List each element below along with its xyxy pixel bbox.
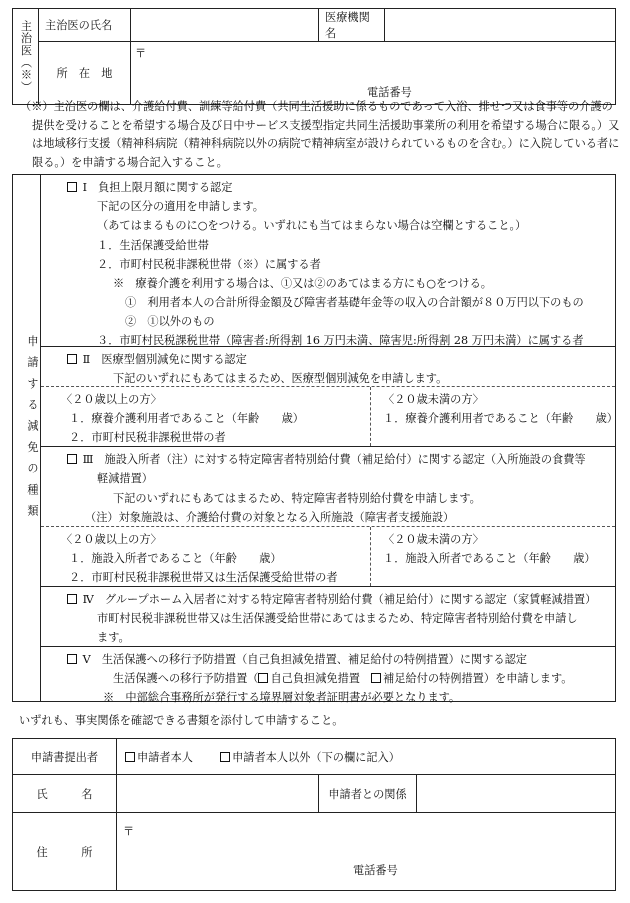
section-5 [41, 647, 615, 704]
attachment-notice: いずれも、事実関係を確認できる書類を添付して申請すること。 [19, 714, 344, 727]
section-4-title: Ⅳ グループホーム入居者に対する特定障害者特別給付費（補足給付）に関する認定（家賃軽減措置） [82, 593, 597, 606]
section-1-line1: 下記の区分の適用を申請します。 [97, 200, 264, 213]
section-5-title: Ⅴ 生活保護への移行予防措置（自己負担減免措置、補足給付の特例措置）に関する認定 [82, 653, 527, 666]
submitter-other-checkbox[interactable] [220, 752, 230, 762]
doctor-note: （※）主治医の欄は、介護給付費、訓練等給付費（共同生活援助に係るものであって入浴、排せつ又は食事等の介護の提供を受けることを希望する場合及び日中サービス支援型指定共同生活援助事業所の利用を希望する場合に限る。）又は地域移行支援（精神科病院（精神科病院以外の病院で精神病室が設けられているものを含む。）に入院している者に限る。）を申請する場合記入すること。 [20, 100, 620, 169]
section-2-under-item1[interactable]: １．療養介護利用者であること（年齢 歳） [383, 412, 618, 425]
section-5-checkbox[interactable] [67, 654, 77, 664]
section-4-title-row[interactable] [67, 591, 596, 607]
supplement-checkbox[interactable] [371, 673, 381, 683]
section-1-line2: （あてはまるものに○をつける。いずれにも当てはまらない場合は空欄とすること。） [97, 219, 527, 232]
self-pay-label: 自己負担減免措置 [270, 672, 372, 685]
section-1-title-row[interactable] [67, 179, 232, 195]
section-1-checkbox[interactable] [67, 182, 77, 192]
section-2-age-box [41, 387, 618, 447]
submitter-self-checkbox[interactable] [125, 752, 135, 762]
doctor-phone-label: 電話番号 [367, 86, 412, 99]
relation-label: 申請者との関係 [319, 775, 417, 813]
submitter-phone-label: 電話番号 [353, 864, 398, 877]
section-2-title: Ⅱ 医療型個別減免に関する認定 [82, 353, 247, 366]
doctor-side-label: 主治医（※） [13, 9, 39, 105]
section-2-title-row[interactable] [67, 351, 247, 367]
institution-field[interactable] [385, 9, 616, 42]
section-4 [41, 587, 615, 647]
reduction-side-label: 申請する減免の種類 [26, 335, 39, 526]
section-3 [41, 447, 615, 527]
section-3-under-item1[interactable]: １．施設入所者であること（年齢 歳） [383, 552, 596, 565]
submitter-address-label: 住 所 [13, 813, 117, 891]
section-5-line2: ※ 中部総合事務所が発行する境界層対象者証明書が必要となります。 [103, 691, 461, 704]
section-3-over-title: 〈２０歳以上の方〉 [61, 533, 162, 546]
doctor-postal-mark: 〒 [135, 47, 147, 60]
section-5-line1 [113, 670, 572, 686]
section-2 [41, 347, 615, 387]
submitter-postal-mark: 〒 [123, 825, 135, 838]
institution-label: 医療機関名 [319, 9, 385, 42]
section-3-title-row[interactable] [67, 451, 586, 467]
section-3-title2: 軽減措置） [97, 472, 153, 485]
doctor-name-field[interactable] [131, 9, 319, 42]
reduction-side-col [13, 175, 41, 701]
section-2-checkbox[interactable] [67, 354, 77, 364]
submitter-table [12, 738, 616, 891]
submitter-address-field[interactable] [117, 813, 616, 891]
submitter-options [117, 739, 616, 775]
doctor-address-label: 所 在 地 [39, 42, 131, 105]
submitter-other-label: 申請者本人以外（下の欄に記入） [232, 750, 400, 764]
submitter-name-label: 氏 名 [13, 775, 117, 813]
section-3-under-title: 〈２０歳未満の方〉 [383, 533, 484, 546]
section-3-over-item1[interactable]: １．施設入所者であること（年齢 歳） [69, 552, 282, 565]
section-1-item2[interactable]: ２．市町村民税非課税世帯（※）に属する者 [97, 258, 321, 271]
relation-field[interactable] [417, 775, 616, 813]
submitter-name-field[interactable] [117, 775, 319, 813]
section-5-line1-prefix: 生活保護への移行予防措置（ [113, 672, 259, 685]
section-3-age-box [41, 527, 615, 587]
submitter-label: 申請書提出者 [13, 739, 117, 775]
doctor-name-label: 主治医の氏名 [39, 9, 131, 42]
section-5-title-row[interactable] [67, 651, 527, 667]
section-4-line1: 市町村民税非課税世帯又は生活保護受給世帯にあてはまるため、特定障害者特別給付費を申請し [97, 612, 578, 625]
doctor-address-field[interactable] [131, 42, 616, 105]
section-4-checkbox[interactable] [67, 594, 77, 604]
submitter-self-label: 申請者本人 [137, 750, 193, 764]
section-1-note2[interactable]: ① 利用者本人の合計所得金額及び障害者基礎年金等の収入の合計額が８０万円以下のもの [125, 296, 584, 309]
supplement-label: 補足給付の特例措置）を申請します。 [383, 672, 573, 685]
section-3-line1: 下記のいずれにもあてはまるため、特定障害者特別給付費を申請します。 [113, 492, 481, 505]
section-2-line1: 下記のいずれにもあてはまるため、医療型個別減免を申請します。 [113, 372, 448, 385]
section-3-over-item2[interactable]: ２．市町村民税非課税世帯又は生活保護受給世帯の者 [69, 571, 338, 584]
section-2-under-title: 〈２０歳未満の方〉 [383, 393, 484, 406]
reduction-section [12, 174, 616, 702]
section-3-title: Ⅲ 施設入所者（注）に対する特定障害者特別給付費（補足給付）に関する認定（入所施設の食費等 [82, 453, 586, 466]
section-1-item1[interactable]: １．生活保護受給世帯 [97, 239, 209, 252]
section-1-title: Ⅰ 負担上限月額に関する認定 [82, 181, 233, 194]
doctor-table [12, 8, 616, 105]
section-4-line2: ます。 [97, 631, 130, 644]
section-2-over-item1[interactable]: １．療養介護利用者であること（年齢 歳） [69, 412, 304, 425]
section-1 [41, 175, 615, 347]
section-1-note1: ※ 療養介護を利用する場合は、①又は②のあてはまる方にも○をつける。 [113, 277, 492, 290]
self-pay-checkbox[interactable] [258, 673, 268, 683]
section-2-over-title: 〈２０歳以上の方〉 [61, 393, 162, 406]
section-3-line2: （注）対象施設は、介護給付費の対象となる入所施設（障害者支援施設） [85, 511, 455, 524]
section-1-note3[interactable]: ② ①以外のもの [125, 315, 215, 328]
section-1-item3[interactable]: ３．市町村民税課税世帯（障害者:所得割 16 万円未満、障害児:所得割 28 万円未満）に属する者 [97, 334, 584, 347]
section-2-over-item2[interactable]: ２．市町村民税非課税世帯の者 [69, 431, 226, 444]
section-3-checkbox[interactable] [67, 454, 77, 464]
